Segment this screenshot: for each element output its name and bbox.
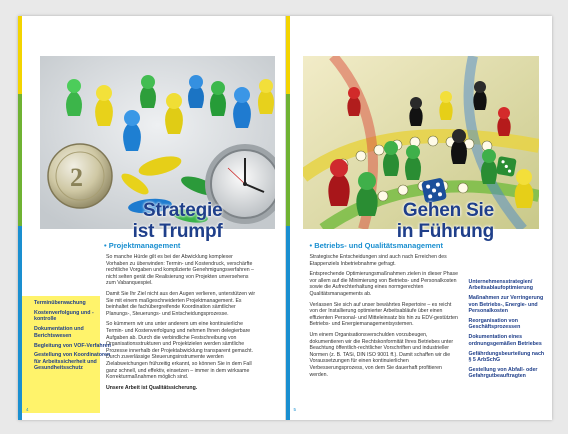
section-title-betriebsmanagement: • Betriebs- und Qualitätsmanagement xyxy=(309,241,443,250)
paragraph: Verlassen Sie sich auf unser bewährtes Repertoire – es reicht von der Installierung optimierter Arbeitsabläufe über einen effizienten Personal- und Mitteleinsatz bis hin zu EDV-gestützten Betriebs- und Energiemanagementsystemen. xyxy=(309,301,458,328)
paragraph: Entsprechende Optimierungsmaßnahmen zielen in dieser Phase vor allem auf die Minimierung von Betriebs- und Personalkosten sowie die Aufrechterhaltung eines normgerechten Qualitätsmanagements ab. xyxy=(309,271,459,297)
headline-line: ist Trumpf xyxy=(132,221,223,242)
paragraph: Damit Sie Ihr Ziel nicht aus den Augen verlieren, unterstützen wir Sie mit einem maßgeschneiderten Projektmanagement. Es beinhaltet die fachübergreifende Koordination sämtlicher Planungs-, Steuerungs- und Entscheidungsprozesse. xyxy=(106,290,256,317)
headline-line: in Führung xyxy=(396,221,494,242)
brochure-spread xyxy=(18,16,552,420)
right-page xyxy=(286,16,553,420)
right-headline xyxy=(397,200,494,242)
paragraph: Um einem Organisationsverschulden vorzubeugen, dokumentieren wir die Rechtskonformität Ihres Betriebes unter Beachtung öffentlich-rechtlicher Vorschriften und industrieller Normen (z. B. TASi, DIN ISO 9001 ff.). Damit schaffen wir die Voraussetzungen für einen kontinuierlichen Verbesserungsprozess, von dem Sie dauerhaft profitieren werden. xyxy=(309,331,454,378)
service-item: Gestellung von Koordinatoren für Arbeitssicherheit und Gesundheitsschutz xyxy=(34,352,111,372)
service-item: Dokumentation eines ordnungsgemäßen Betriebes xyxy=(468,334,542,347)
body-text xyxy=(106,254,256,395)
paragraph: So manche Hürde gilt es bei der Abwicklung komplexer Vorhaben zu überwinden: Termin- und Kostendruck, verschärfte rechtliche Vorgaben und komplizierte Genehmigungsverfahren – nicht selten gerät die Realisierung von Projekten unversehens zum Vabanquespiel. xyxy=(106,254,254,287)
closing-statement: Unsere Arbeit ist Qualitätssicherung. xyxy=(106,384,198,391)
paragraph: Strategische Entscheidungen sind auch nach Erreichen des Etappenziels Inbetriebnahme gefragt. xyxy=(309,254,447,267)
body-text xyxy=(310,254,460,382)
service-item: Maßnahmen zur Verringerung von Betriebs-, Energie- und Personalkosten xyxy=(468,295,544,315)
service-item: Dokumentation und Berichtswesen xyxy=(34,326,84,339)
color-strip xyxy=(286,16,290,420)
service-item: Begleitung von VOF-Verfahren xyxy=(34,342,111,349)
svg-text:2: 2 xyxy=(70,163,83,192)
service-item: Gefährdungsbeurteilung nach § 5 ArbSchG xyxy=(468,350,545,364)
service-item: Kostenverfolgung und -kontrolle xyxy=(34,309,94,323)
service-item: Unternehmensstrategien/ Arbeitsablaufoptimierung xyxy=(468,279,533,292)
headline-line: Strategie xyxy=(142,200,223,221)
service-item: Gestellung von Abfall- oder Gefahrgutbeauftragten xyxy=(468,366,538,380)
page-number: 4 xyxy=(26,407,29,412)
left-headline xyxy=(133,200,223,242)
paragraph: So kümmern wir uns unter anderem um eine kontinuierliche Termin- und Kostenverfolgung und nehmen Ihnen delegierbare Aufgaben ab. Durch die verbindliche Festschreibung von Organisationsstrukturen und Projektzielen werden sämtliche Prozesse innerhalb der Projektabwicklung transparent gemacht. Durch zuverlässige Steuerungsinstrumente werden Zielabweichungen frühzeitig erkannt, so können Sie in dem Fall ganz schnell, und effektiv, einsetzen – immer in dem wirksame Korrekturmaßnahmen möglich sind. xyxy=(106,321,254,381)
page-number: 5 xyxy=(293,407,297,412)
service-item: Reorganisation von Geschäftsprozessen xyxy=(468,318,521,331)
headline-line: Gehen Sie xyxy=(402,200,494,221)
service-list xyxy=(469,279,549,383)
left-page xyxy=(18,16,286,420)
service-item: Terminüberwachung xyxy=(34,300,86,306)
service-list xyxy=(34,300,114,375)
section-title-projektmanagement: • Projektmanagement xyxy=(104,241,181,250)
